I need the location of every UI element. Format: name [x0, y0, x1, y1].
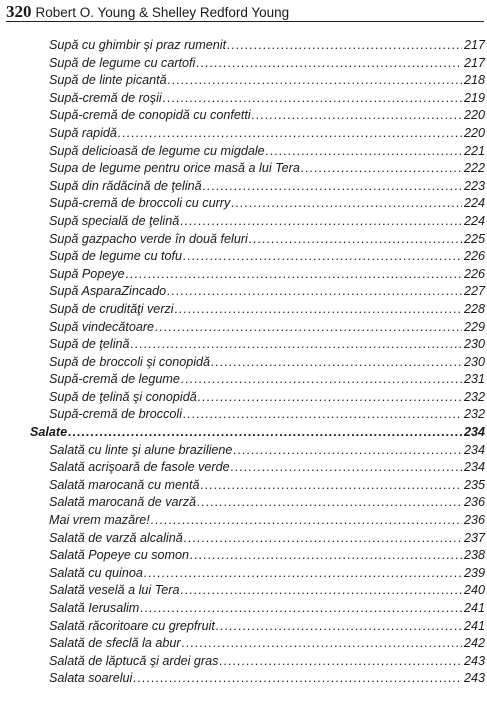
toc-entry-page-number: 239: [463, 565, 485, 580]
dot-leader: [249, 231, 462, 249]
toc-entry-page-number: 218: [463, 73, 485, 88]
toc-entry-title: Supă-cremă de roşii: [49, 90, 162, 105]
toc-entry-page-number: 222: [463, 161, 485, 176]
toc-entry: [30, 565, 485, 583]
toc-entry: [30, 283, 485, 301]
toc-entry: [30, 371, 485, 389]
toc-entry-page-number: 225: [463, 231, 485, 246]
toc-entry-title: Supă cu ghimbir şi praz rumenit: [49, 38, 227, 52]
toc-entry-title: Salată răcoritoare cu grepfruit: [49, 618, 215, 633]
toc-entry: [30, 670, 485, 688]
toc-entry: [30, 266, 485, 284]
toc-entry-page-number: 220: [463, 108, 485, 123]
dot-leader: [252, 107, 462, 125]
toc-entry-title: Supă de crudităţi verzi: [49, 301, 174, 316]
toc-section-entry: [30, 424, 485, 442]
dot-leader: [231, 459, 462, 477]
toc-entry-title: Supă de broccoli şi conopidă: [49, 354, 211, 369]
dot-leader: [163, 90, 462, 108]
toc-entry-title: Supă de linte picantă: [49, 73, 167, 88]
dot-leader: [182, 635, 462, 653]
toc-entry-page-number: 230: [463, 337, 485, 352]
dot-leader: [227, 37, 462, 55]
table-of-contents: [30, 37, 485, 688]
toc-entry-title: Salată cu quinoa: [49, 565, 143, 580]
toc-entry: [30, 635, 485, 653]
toc-entry-page-number: 234: [463, 442, 485, 457]
running-head: Robert O. Young & Shelley Redford Young: [35, 5, 290, 20]
dot-leader: [168, 72, 462, 90]
toc-entry-title: Supă de ţelină: [49, 337, 130, 352]
dot-leader: [196, 55, 462, 73]
dot-leader: [140, 600, 462, 618]
toc-entry: [30, 195, 485, 213]
toc-entry: [30, 319, 485, 337]
toc-entry-title: Supă de legume cu tofu: [49, 249, 183, 264]
dot-leader: [190, 547, 462, 565]
toc-entry-page-number: 231: [463, 372, 485, 387]
toc-entry: [30, 178, 485, 196]
dot-leader: [118, 125, 462, 143]
toc-entry-title: Supă Popeye: [49, 266, 125, 281]
toc-entry-title: Supă delicioasă de legume cu migdale: [49, 143, 265, 158]
dot-leader: [144, 565, 462, 583]
toc-entry-title: Salată veselă a lui Tera: [49, 583, 180, 598]
toc-entry: [30, 442, 485, 460]
toc-entry: [30, 37, 485, 55]
toc-entry: [30, 143, 485, 161]
toc-entry-page-number: 219: [463, 90, 485, 105]
toc-entry-page-number: 238: [463, 548, 485, 563]
dot-leader: [211, 354, 462, 372]
toc-entry-title: Mai vrem mazăre!: [49, 513, 150, 528]
dot-leader: [266, 143, 462, 161]
toc-entry-page-number: 226: [463, 266, 485, 281]
toc-entry: [30, 301, 485, 319]
toc-entry-title: Salată marocană de varză: [49, 495, 197, 510]
toc-entry-title: Salată acrişoară de fasole verde: [49, 460, 230, 475]
toc-entry: [30, 653, 485, 671]
toc-entry-page-number: 241: [463, 618, 485, 633]
toc-entry-page-number: 221: [463, 143, 485, 158]
toc-entry-title: Supă specială de ţelină: [49, 213, 180, 228]
dot-leader: [201, 477, 462, 495]
page-header: [6, 2, 484, 20]
toc-entry: [30, 494, 485, 512]
toc-entry-title: Supă-cremă de broccoli: [49, 407, 182, 422]
toc-entry-title: Salate: [30, 425, 68, 440]
toc-entry-title: Supă AsparaZincado: [49, 284, 167, 299]
toc-entry-title: Supă de legume cu cartofi: [49, 55, 196, 70]
toc-entry: [30, 477, 485, 495]
dot-leader: [155, 319, 462, 337]
toc-entry-page-number: 234: [463, 425, 485, 440]
dot-leader: [126, 266, 462, 284]
toc-entry: [30, 336, 485, 354]
toc-entry: [30, 547, 485, 565]
toc-entry-title: Supă-cremă de broccoli cu curry: [49, 196, 231, 211]
toc-entry-page-number: 243: [463, 671, 485, 686]
toc-entry-page-number: 224: [463, 213, 485, 228]
dot-leader: [233, 442, 462, 460]
toc-entry-page-number: 227: [463, 284, 485, 299]
toc-entry-title: Supă de ţelină şi conopidă: [49, 389, 197, 404]
toc-entry-page-number: 217: [463, 55, 485, 70]
dot-leader: [203, 178, 462, 196]
toc-entry-page-number: 224: [463, 196, 485, 211]
toc-entry: [30, 512, 485, 530]
toc-entry-page-number: 217: [463, 38, 485, 52]
toc-entry: [30, 107, 485, 125]
toc-entry: [30, 389, 485, 407]
dot-leader: [131, 336, 462, 354]
dot-leader: [183, 248, 462, 266]
toc-entry-title: Supă-cremă de legume: [49, 372, 180, 387]
toc-entry-page-number: 236: [463, 513, 485, 528]
toc-entry-page-number: 241: [463, 601, 485, 615]
dot-leader: [151, 512, 462, 530]
dot-leader: [68, 424, 462, 442]
toc-entry-page-number: 237: [463, 530, 485, 545]
toc-entry-page-number: 230: [463, 354, 485, 369]
dot-leader: [216, 618, 462, 636]
toc-entry-title: Supă-cremă de conopidă cu confetti: [49, 108, 251, 123]
toc-entry: [30, 600, 485, 618]
toc-entry-page-number: 242: [463, 636, 485, 651]
dot-leader: [219, 653, 462, 671]
toc-entry-title: Salată cu linte şi alune braziliene: [49, 442, 233, 457]
toc-entry: [30, 618, 485, 636]
toc-entry-title: Salată Ierusalim: [49, 601, 140, 615]
toc-entry-page-number: 229: [463, 319, 485, 334]
toc-entry: [30, 354, 485, 372]
dot-leader: [180, 213, 462, 231]
toc-entry: [30, 125, 485, 143]
toc-entry-title: Supa de legume pentru orice masă a lui Tera: [49, 161, 300, 176]
dot-leader: [197, 494, 462, 512]
toc-entry-title: Supă rapidă: [49, 125, 117, 140]
toc-entry-page-number: 235: [463, 477, 485, 492]
toc-entry: [30, 160, 485, 178]
toc-entry-page-number: 240: [463, 583, 485, 598]
header-divider: [6, 21, 484, 22]
toc-entry-title: Salata soarelui: [49, 671, 133, 686]
toc-entry: [30, 90, 485, 108]
toc-entry-page-number: 226: [463, 249, 485, 264]
toc-entry: [30, 55, 485, 73]
toc-entry: [30, 72, 485, 90]
toc-entry-title: Salată de sfeclă la abur: [49, 636, 181, 651]
toc-entry-page-number: 236: [463, 495, 485, 510]
toc-entry: [30, 530, 485, 548]
toc-entry: [30, 582, 485, 600]
toc-entry: [30, 459, 485, 477]
toc-entry-page-number: 228: [463, 301, 485, 316]
dot-leader: [180, 582, 462, 600]
toc-entry-page-number: 220: [463, 125, 485, 140]
toc-entry: [30, 248, 485, 266]
dot-leader: [184, 530, 462, 548]
dot-leader: [133, 670, 462, 688]
toc-entry-title: Supă vindecătoare: [49, 319, 155, 334]
dot-leader: [198, 389, 462, 407]
dot-leader: [183, 406, 462, 424]
toc-entry-title: Salată de varză alcalină: [49, 530, 183, 545]
toc-entry-page-number: 232: [463, 389, 485, 404]
page-number: 320: [6, 2, 32, 21]
toc-entry-title: Supă din rădăcină de ţelină: [49, 178, 202, 193]
toc-entry: [30, 231, 485, 249]
dot-leader: [231, 195, 462, 213]
dot-leader: [181, 371, 462, 389]
dot-leader: [167, 283, 462, 301]
toc-entry: [30, 406, 485, 424]
toc-entry-page-number: 232: [463, 407, 485, 422]
toc-entry-title: Salată de lăptucă şi ardei gras: [49, 653, 219, 668]
toc-entry-page-number: 223: [463, 178, 485, 193]
toc-entry-title: Supă gazpacho verde în două feluri: [49, 231, 248, 246]
toc-entry-title: Salată Popeye cu somon: [49, 548, 190, 563]
toc-entry-page-number: 243: [463, 653, 485, 668]
dot-leader: [301, 160, 462, 178]
toc-entry: [30, 213, 485, 231]
toc-entry-page-number: 234: [463, 460, 485, 475]
toc-entry-title: Salată marocană cu mentă: [49, 477, 200, 492]
dot-leader: [175, 301, 462, 319]
